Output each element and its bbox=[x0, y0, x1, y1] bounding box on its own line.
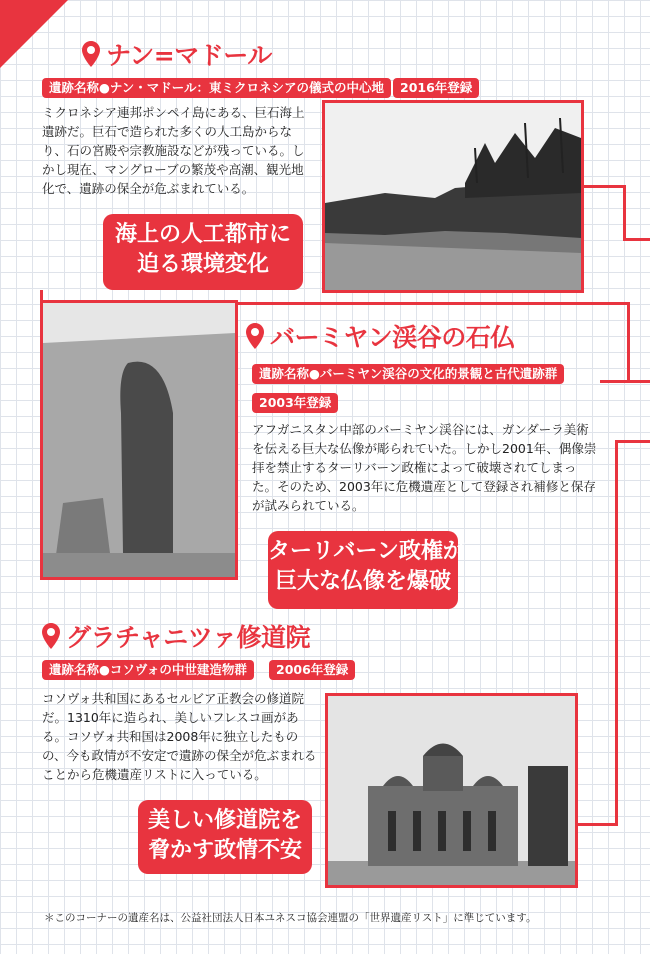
heritage-name-tag: 遺跡名称●バーミヤン渓谷の文化的景観と古代遺跡群 bbox=[252, 364, 564, 384]
connector-line bbox=[600, 380, 650, 383]
corner-accent bbox=[0, 0, 68, 68]
connector-line bbox=[615, 440, 618, 825]
section-title bbox=[42, 618, 310, 654]
headline-callout bbox=[268, 531, 465, 609]
heritage-name-tag: 遺跡名称●ナン・マドール：東ミクロネシアの儀式の中心地 bbox=[42, 78, 391, 98]
connector-line bbox=[623, 238, 650, 241]
section-body: コソヴォ共和国にあるセルビア正教会の修道院だ。1310年に造られ、美しいフレスコ画がある。コソヴォ共和国は2008年に独立したものの、今も政情が不安定で遺跡の保全が危ぶまれることから危機遺産リストに入っている。 bbox=[42, 691, 317, 782]
connector-line bbox=[623, 185, 626, 240]
headline-callout bbox=[138, 800, 312, 874]
heritage-name-tag: 遺跡名称●コソヴォの中世建造物群 bbox=[42, 660, 254, 680]
registration-year-tag: 2003年登録 bbox=[252, 393, 338, 413]
cliff-niche-photo bbox=[40, 300, 238, 580]
section-title bbox=[82, 36, 272, 72]
section-title-text: グラチャニツァ修道院 bbox=[66, 623, 311, 652]
headline-line: 美しい修道院を bbox=[147, 808, 302, 833]
section-title-text: バーミヤン渓谷の石仏 bbox=[270, 323, 515, 352]
headline-line: ターリバーン政権が bbox=[268, 539, 465, 564]
footnote: ＊このコーナーの遺産名は、公益社団法人日本ユネスコ協会連盟の「世界遺産リスト」に準じています。 bbox=[44, 912, 537, 924]
headline-line: 巨大な仏像を爆破 bbox=[274, 569, 451, 594]
connector-line bbox=[575, 823, 618, 826]
headline-line: 脅かす政情不安 bbox=[147, 838, 302, 863]
map-pin-icon bbox=[42, 623, 60, 649]
map-pin-icon bbox=[82, 41, 100, 67]
registration-year-tag: 2006年登録 bbox=[269, 660, 355, 680]
section-body: アフガニスタン中部のバーミヤン渓谷には、ガンダーラ美術を伝える巨大な仏像が彫られていた。しかし2001年、偶像崇拝を禁止するターリバーン政権によって破壊されてしまった。そのため、2003年に危機遺産として登録され補修と保存が試みられている。 bbox=[252, 422, 597, 513]
monastery-photo bbox=[325, 693, 578, 888]
section-title-text: ナン=マドール bbox=[106, 41, 272, 70]
headline-callout bbox=[103, 214, 303, 290]
connector-line bbox=[627, 302, 630, 382]
mangrove-ruins-photo bbox=[322, 100, 584, 293]
connector-line bbox=[615, 440, 650, 443]
section-title bbox=[246, 318, 515, 354]
registration-year-tag: 2016年登録 bbox=[393, 78, 479, 98]
connector-line bbox=[580, 185, 625, 188]
section-body: ミクロネシア連邦ポンペイ島にある、巨石海上遺跡だ。巨石で造られた多くの人工島からなり、石の宮殿や宗教施設などが残っている。しかし現在、マングローブの繁茂や高潮、観光地化で、遺跡の保全が危ぶまれている。 bbox=[42, 105, 305, 196]
headline-line: 海上の人工都市に bbox=[114, 222, 291, 247]
map-pin-icon bbox=[246, 323, 264, 349]
headline-line: 迫る環境変化 bbox=[136, 252, 269, 277]
